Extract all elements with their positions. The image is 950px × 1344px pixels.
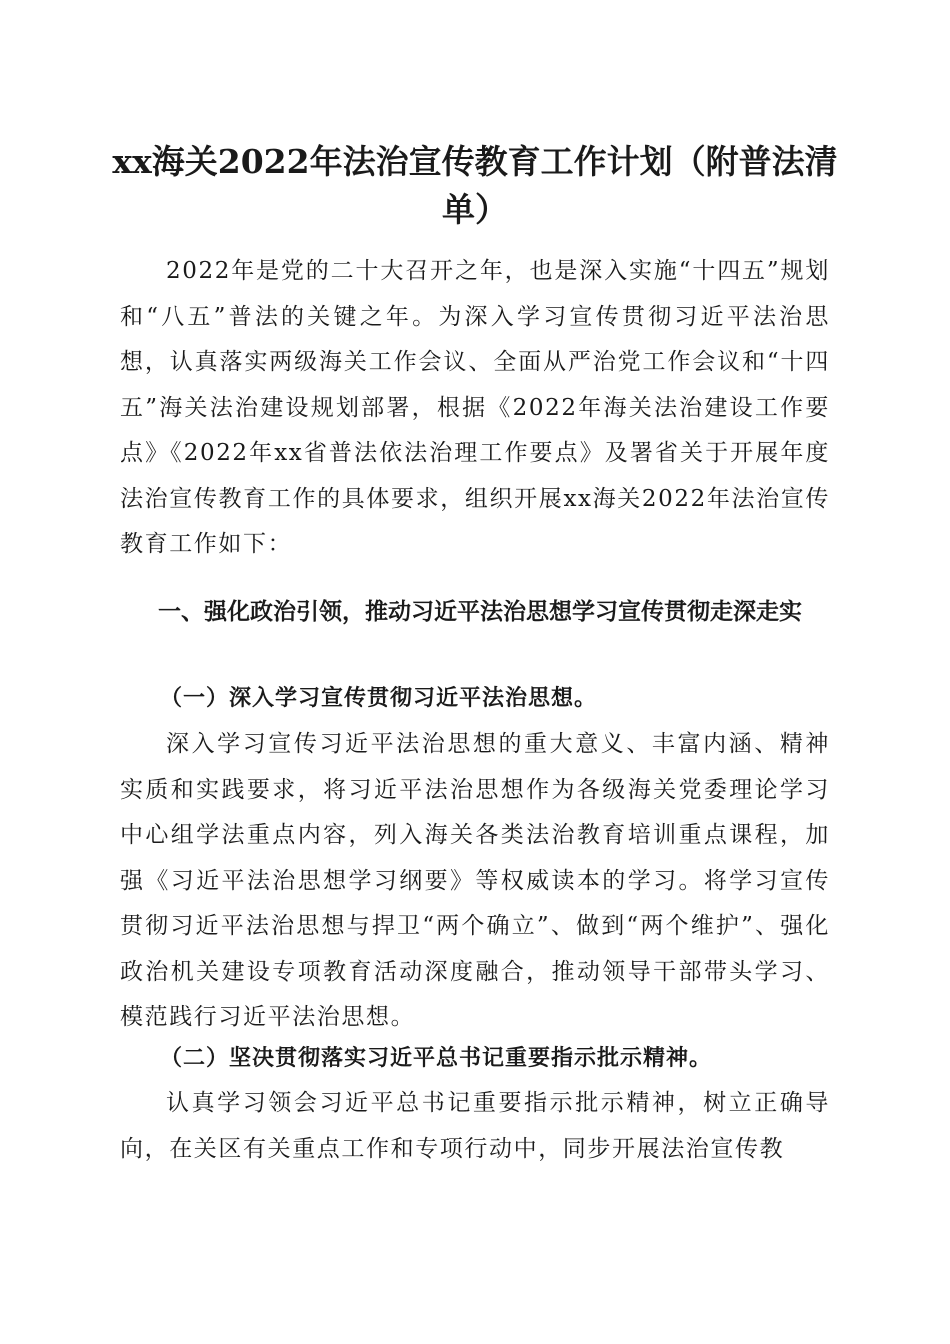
section-1-heading: 一、强化政治引领，推动习近平法治思想学习宣传贯彻走深走实	[158, 599, 802, 625]
document-title: xx海关2022年法治宣传教育工作计划（附普法清单）	[112, 142, 838, 229]
subsection-2-heading: （二）坚决贯彻落实习近平总书记重要指示批示精神。	[160, 1045, 713, 1071]
subsection-2-paragraph: 认真学习领会习近平总书记重要指示批示精神，树立正确导向，在关区有关重点工作和专项行动中，同步开展法治宣传教	[120, 1090, 830, 1162]
subsection-1-paragraph: 深入学习宣传习近平法治思想的重大意义、丰富内涵、精神实质和实践要求，将习近平法治思想作为各级海关党委理论学习中心组学法重点内容，列入海关各类法治教育培训重点课程，加强《习近平法治思想学习纲要》等权威读本的学习。将学习宣传贯彻习近平法治思想与捍卫“两个确立”、做到“两个维护”、强化政治机关建设专项教育活动深度融合，推动领导干部带头学习、模范践行习近平法治思想。	[120, 731, 830, 1030]
subsection-1-heading: （一）深入学习宣传贯彻习近平法治思想。	[160, 685, 598, 711]
intro-paragraph: 2022年是党的二十大召开之年，也是深入实施“十四五”规划和“八五”普法的关键之年。为深入学习宣传贯彻习近平法治思想，认真落实两级海关工作会议、全面从严治党工作会议和“十四五”海关法治建设规划部署，根据《2022年海关法治建设工作要点》《2022年xx省普法依法治理工作要点》及署省关于开展年度法治宣传教育工作的具体要求，组织开展xx海关2022年法治宣传教育工作如下：	[120, 258, 830, 557]
